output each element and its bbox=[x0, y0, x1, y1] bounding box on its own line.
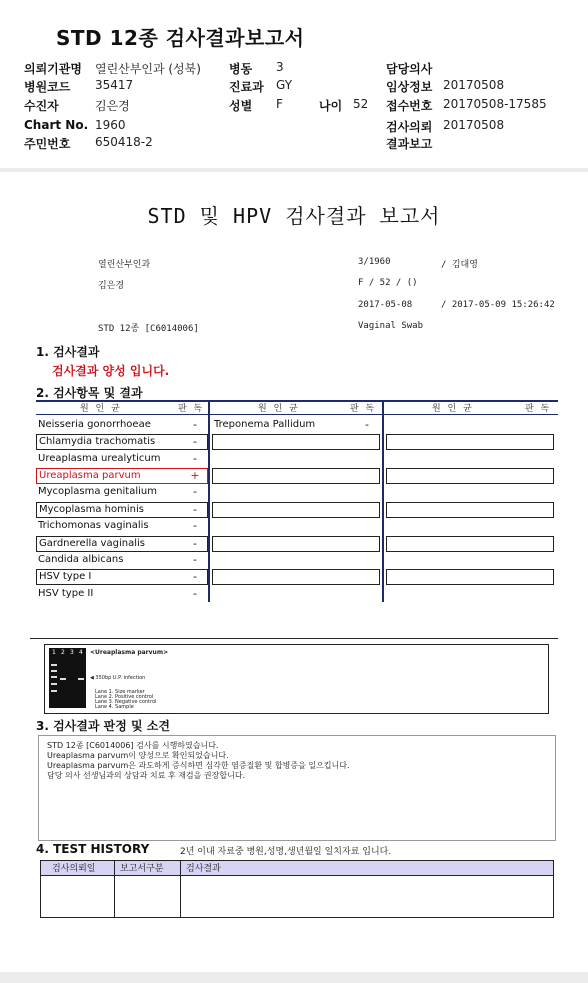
finding-line: Ureaplasma parvum이 양성으로 확인되었습니다. bbox=[47, 751, 229, 760]
sex-label: 성별 bbox=[229, 99, 253, 113]
section1-heading: 1. 검사결과 bbox=[36, 345, 100, 359]
pathogen-result: - bbox=[193, 435, 197, 448]
history-col-request-date: 검사의뢰일 bbox=[52, 864, 96, 874]
hospital-code-value: 35417 bbox=[95, 78, 134, 92]
clinical-value: 20170508 bbox=[443, 78, 505, 92]
pathogen-name: Treponema Pallidum bbox=[214, 419, 316, 430]
request-value: 20170508 bbox=[443, 118, 505, 132]
gel-band bbox=[78, 678, 84, 680]
history-col-divider bbox=[180, 860, 181, 918]
history-col-report-type: 보고서구분 bbox=[120, 864, 164, 874]
meta-patient: 김은경 bbox=[98, 281, 125, 291]
col-divider bbox=[382, 402, 384, 602]
hospital-code-label: 병원코드 bbox=[24, 80, 71, 94]
doctor-label: 담당의사 bbox=[386, 62, 433, 76]
history-col-divider bbox=[114, 860, 115, 918]
meta-specimen: Vaginal Swab bbox=[358, 321, 424, 331]
pathogen-result-positive: + bbox=[190, 469, 200, 482]
section3-heading: 3. 검사결과 판정 및 소견 bbox=[36, 719, 170, 733]
gel-legend-item: Lane 4. Sample bbox=[95, 704, 134, 710]
age-label: 나이 bbox=[319, 99, 343, 113]
chart-value: 1960 bbox=[95, 118, 126, 132]
patient-value: 김은경 bbox=[95, 99, 130, 113]
institution-value: 열린산부인과 (성북) bbox=[95, 62, 201, 76]
col1-pathogen-header: 원 인 균 bbox=[80, 404, 122, 414]
pathogen-name-positive: Ureaplasma parvum bbox=[36, 468, 208, 484]
pathogen-result: - bbox=[193, 570, 197, 583]
findings-box bbox=[38, 735, 556, 841]
pathogen-name: Mycoplasma genitalium bbox=[38, 486, 157, 497]
meta-chart: 3/1960 bbox=[358, 257, 391, 267]
gel-lane-number: 1 bbox=[52, 649, 56, 656]
col-divider bbox=[208, 402, 210, 602]
pathogen-name: HSV type I bbox=[36, 569, 208, 585]
receipt-label: 접수번호 bbox=[386, 99, 433, 113]
empty-result-box bbox=[386, 468, 554, 484]
gel-legend-item: Lane 2. Positive control bbox=[95, 694, 154, 700]
empty-result-box bbox=[386, 434, 554, 450]
gel-band bbox=[51, 676, 57, 678]
gel-legend-item: Lane 3. Negative control bbox=[95, 699, 157, 705]
report-label: 결과보고 bbox=[386, 137, 433, 151]
finding-line: 담당 의사 선생님과의 상담과 치료 후 재검을 권장합니다. bbox=[47, 771, 246, 780]
sex-value: F bbox=[276, 97, 283, 111]
pathogen-name: Mycoplasma hominis bbox=[36, 502, 208, 518]
empty-result-box bbox=[386, 502, 554, 518]
patient-label: 수진자 bbox=[24, 99, 59, 113]
empty-result-box bbox=[212, 502, 380, 518]
pathogen-name: Ureaplasma urealyticum bbox=[38, 453, 161, 464]
gel-legend-item: Lane 1. Size marker bbox=[95, 689, 145, 695]
section-divider bbox=[30, 638, 558, 639]
department-value: GY bbox=[276, 78, 293, 92]
pathogen-name: HSV type II bbox=[38, 588, 94, 599]
gel-band bbox=[51, 670, 57, 672]
ward-label: 병동 bbox=[229, 62, 253, 76]
gel-image bbox=[49, 648, 86, 708]
header-title: STD 12종 검사결과보고서 bbox=[56, 26, 305, 50]
receipt-value: 20170508-17585 bbox=[443, 97, 547, 111]
section4-heading: 4. TEST HISTORY bbox=[36, 842, 150, 856]
gel-band bbox=[51, 683, 57, 685]
gel-title: <Ureaplasma parvum> bbox=[90, 649, 169, 656]
pathogen-name: Gardnerella vaginalis bbox=[36, 536, 208, 552]
pathogen-result: - bbox=[193, 452, 197, 465]
age-value: 52 bbox=[353, 97, 369, 111]
gel-band bbox=[60, 678, 66, 680]
pathogen-result: - bbox=[193, 519, 197, 532]
pathogen-name: Neisseria gonorrhoeae bbox=[38, 419, 151, 430]
section2-heading: 2. 검사항목 및 결과 bbox=[36, 386, 143, 400]
pathogen-result: - bbox=[193, 418, 197, 431]
institution-label: 의뢰기관명 bbox=[24, 62, 82, 76]
pathogen-result: - bbox=[193, 503, 197, 516]
pathogen-result: - bbox=[193, 587, 197, 600]
col3-result-header: 판 독 bbox=[525, 404, 552, 414]
pathogen-result: - bbox=[193, 485, 197, 498]
clinical-label: 임상정보 bbox=[386, 80, 433, 94]
pathogen-result: - bbox=[365, 418, 369, 431]
pathogen-name: Trichomonas vaginalis bbox=[38, 520, 149, 531]
chart-label: Chart No. bbox=[24, 118, 89, 132]
gel-electrophoresis-figure bbox=[44, 644, 549, 714]
positive-summary: 검사결과 양성 입니다. bbox=[52, 364, 170, 378]
empty-result-box bbox=[212, 434, 380, 450]
empty-result-box bbox=[212, 536, 380, 552]
gel-lane-number: 3 bbox=[70, 649, 74, 656]
pathogen-name: Chlamydia trachomatis bbox=[36, 434, 208, 450]
history-col-result: 검사결과 bbox=[186, 864, 221, 874]
finding-line: STD 12종 [C6014006] 검사를 시행하였습니다. bbox=[47, 741, 219, 750]
history-note: 2년 이내 자료중 병원,성명,생년월일 일치자료 입니다. bbox=[180, 847, 392, 857]
report-title: STD 및 HPV 검사결과 보고서 bbox=[147, 204, 441, 228]
gel-band bbox=[51, 690, 57, 692]
resident-label: 주민번호 bbox=[24, 137, 71, 151]
gel-lane-number: 2 bbox=[61, 649, 65, 656]
pathogen-result: - bbox=[193, 553, 197, 566]
col2-result-header: 판 독 bbox=[350, 404, 377, 414]
ward-value: 3 bbox=[276, 60, 284, 74]
meta-sex-age: F / 52 / () bbox=[358, 278, 418, 288]
empty-result-box bbox=[386, 536, 554, 552]
finding-line: Ureaplasma parvum은 과도하게 증식하면 심각한 염증질환 및 합병증을 일으킵니다. bbox=[47, 761, 350, 770]
empty-result-box bbox=[212, 468, 380, 484]
gel-lane-number: 4 bbox=[79, 649, 83, 656]
meta-test-code: STD 12종 [C6014006] bbox=[98, 324, 199, 334]
report-paper bbox=[0, 172, 588, 972]
history-table-header bbox=[40, 860, 554, 876]
request-label: 검사의뢰 bbox=[386, 120, 433, 134]
empty-result-box bbox=[212, 569, 380, 585]
meta-clinic: 열린산부인과 bbox=[98, 260, 151, 270]
meta-date-received: 2017-05-08 bbox=[358, 300, 413, 310]
gel-band-label: ◀ 350bp U.P. infection bbox=[90, 675, 146, 681]
col2-pathogen-header: 원 인 균 bbox=[258, 404, 300, 414]
gel-band bbox=[51, 664, 57, 666]
pathogen-name: Candida albicans bbox=[38, 554, 124, 565]
empty-result-box bbox=[386, 569, 554, 585]
col1-result-header: 판 독 bbox=[178, 404, 205, 414]
report-header bbox=[0, 0, 588, 168]
meta-doctor: / 김대영 bbox=[441, 260, 478, 270]
table-head-rule bbox=[36, 414, 558, 415]
meta-date-reported: / 2017-05-09 15:26:42 bbox=[441, 300, 555, 310]
department-label: 진료과 bbox=[229, 80, 264, 94]
col3-pathogen-header: 원 인 균 bbox=[432, 404, 474, 414]
pathogen-result: - bbox=[193, 537, 197, 550]
resident-value: 650418-2 bbox=[95, 135, 153, 149]
